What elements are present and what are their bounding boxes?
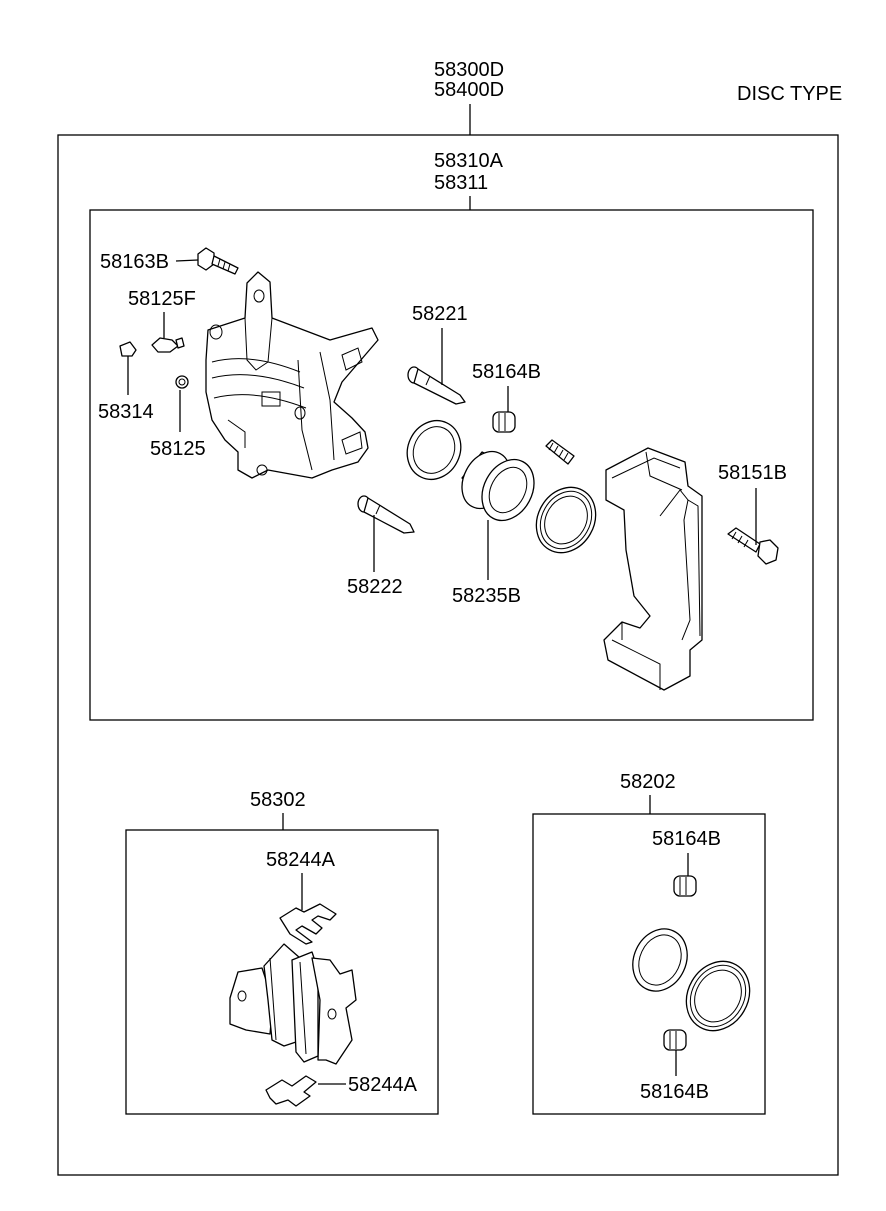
caliper-bracket-drawing	[604, 448, 702, 690]
boot-bottom-drawing	[664, 1030, 686, 1050]
seal-ring-drawing	[623, 920, 697, 1000]
ring-58125-drawing	[176, 376, 188, 388]
clip-top-drawing	[280, 904, 336, 944]
guide-pin-58221-drawing	[408, 367, 465, 404]
cap-58314-drawing	[120, 342, 136, 356]
label-caliper-code-2[interactable]: 58311	[434, 172, 489, 194]
label-clip-bottom[interactable]: 58244A	[348, 1074, 417, 1096]
boot-58164B-drawing	[493, 412, 515, 432]
label-58314[interactable]: 58314	[98, 401, 154, 423]
diagram-title: DISC TYPE	[737, 83, 843, 105]
label-clip-top[interactable]: 58244A	[266, 849, 335, 871]
label-58222[interactable]: 58222	[347, 576, 403, 598]
caliper-housing-drawing	[206, 272, 378, 478]
label-58235B[interactable]: 58235B	[452, 585, 521, 607]
guide-pin-58222-drawing	[358, 496, 414, 533]
label-assembly-code-1[interactable]: 58300D	[434, 59, 505, 81]
label-58164B[interactable]: 58164B	[472, 361, 541, 383]
label-58163B[interactable]: 58163B	[100, 251, 169, 273]
label-58221[interactable]: 58221	[412, 303, 468, 325]
brake-pads-drawing	[230, 944, 356, 1064]
piston-58235B-drawing	[452, 443, 544, 529]
label-58125[interactable]: 58125	[150, 438, 206, 460]
label-pad-kit[interactable]: 58302	[250, 789, 306, 811]
label-seal-kit[interactable]: 58202	[620, 771, 676, 793]
label-caliper-code-1[interactable]: 58310A	[434, 150, 503, 172]
boot-top-drawing	[674, 876, 696, 896]
piston-boot-drawing	[674, 950, 762, 1042]
label-assembly-code-2[interactable]: 58400D	[434, 79, 505, 101]
label-boot-top[interactable]: 58164B	[652, 828, 721, 850]
leader-58163B	[176, 260, 198, 261]
clip-bottom-drawing	[266, 1076, 316, 1106]
bolt-58163B-drawing	[198, 248, 238, 274]
dust-boot-drawing	[525, 477, 607, 564]
bolt-58151B-drawing	[728, 528, 778, 564]
piston-seal-drawing	[398, 412, 470, 488]
label-58151B[interactable]: 58151B	[718, 462, 787, 484]
label-58125F[interactable]: 58125F	[128, 288, 196, 310]
label-boot-bottom[interactable]: 58164B	[640, 1081, 709, 1103]
spring-drawing	[546, 440, 574, 464]
bleeder-58125F-drawing	[152, 338, 184, 352]
